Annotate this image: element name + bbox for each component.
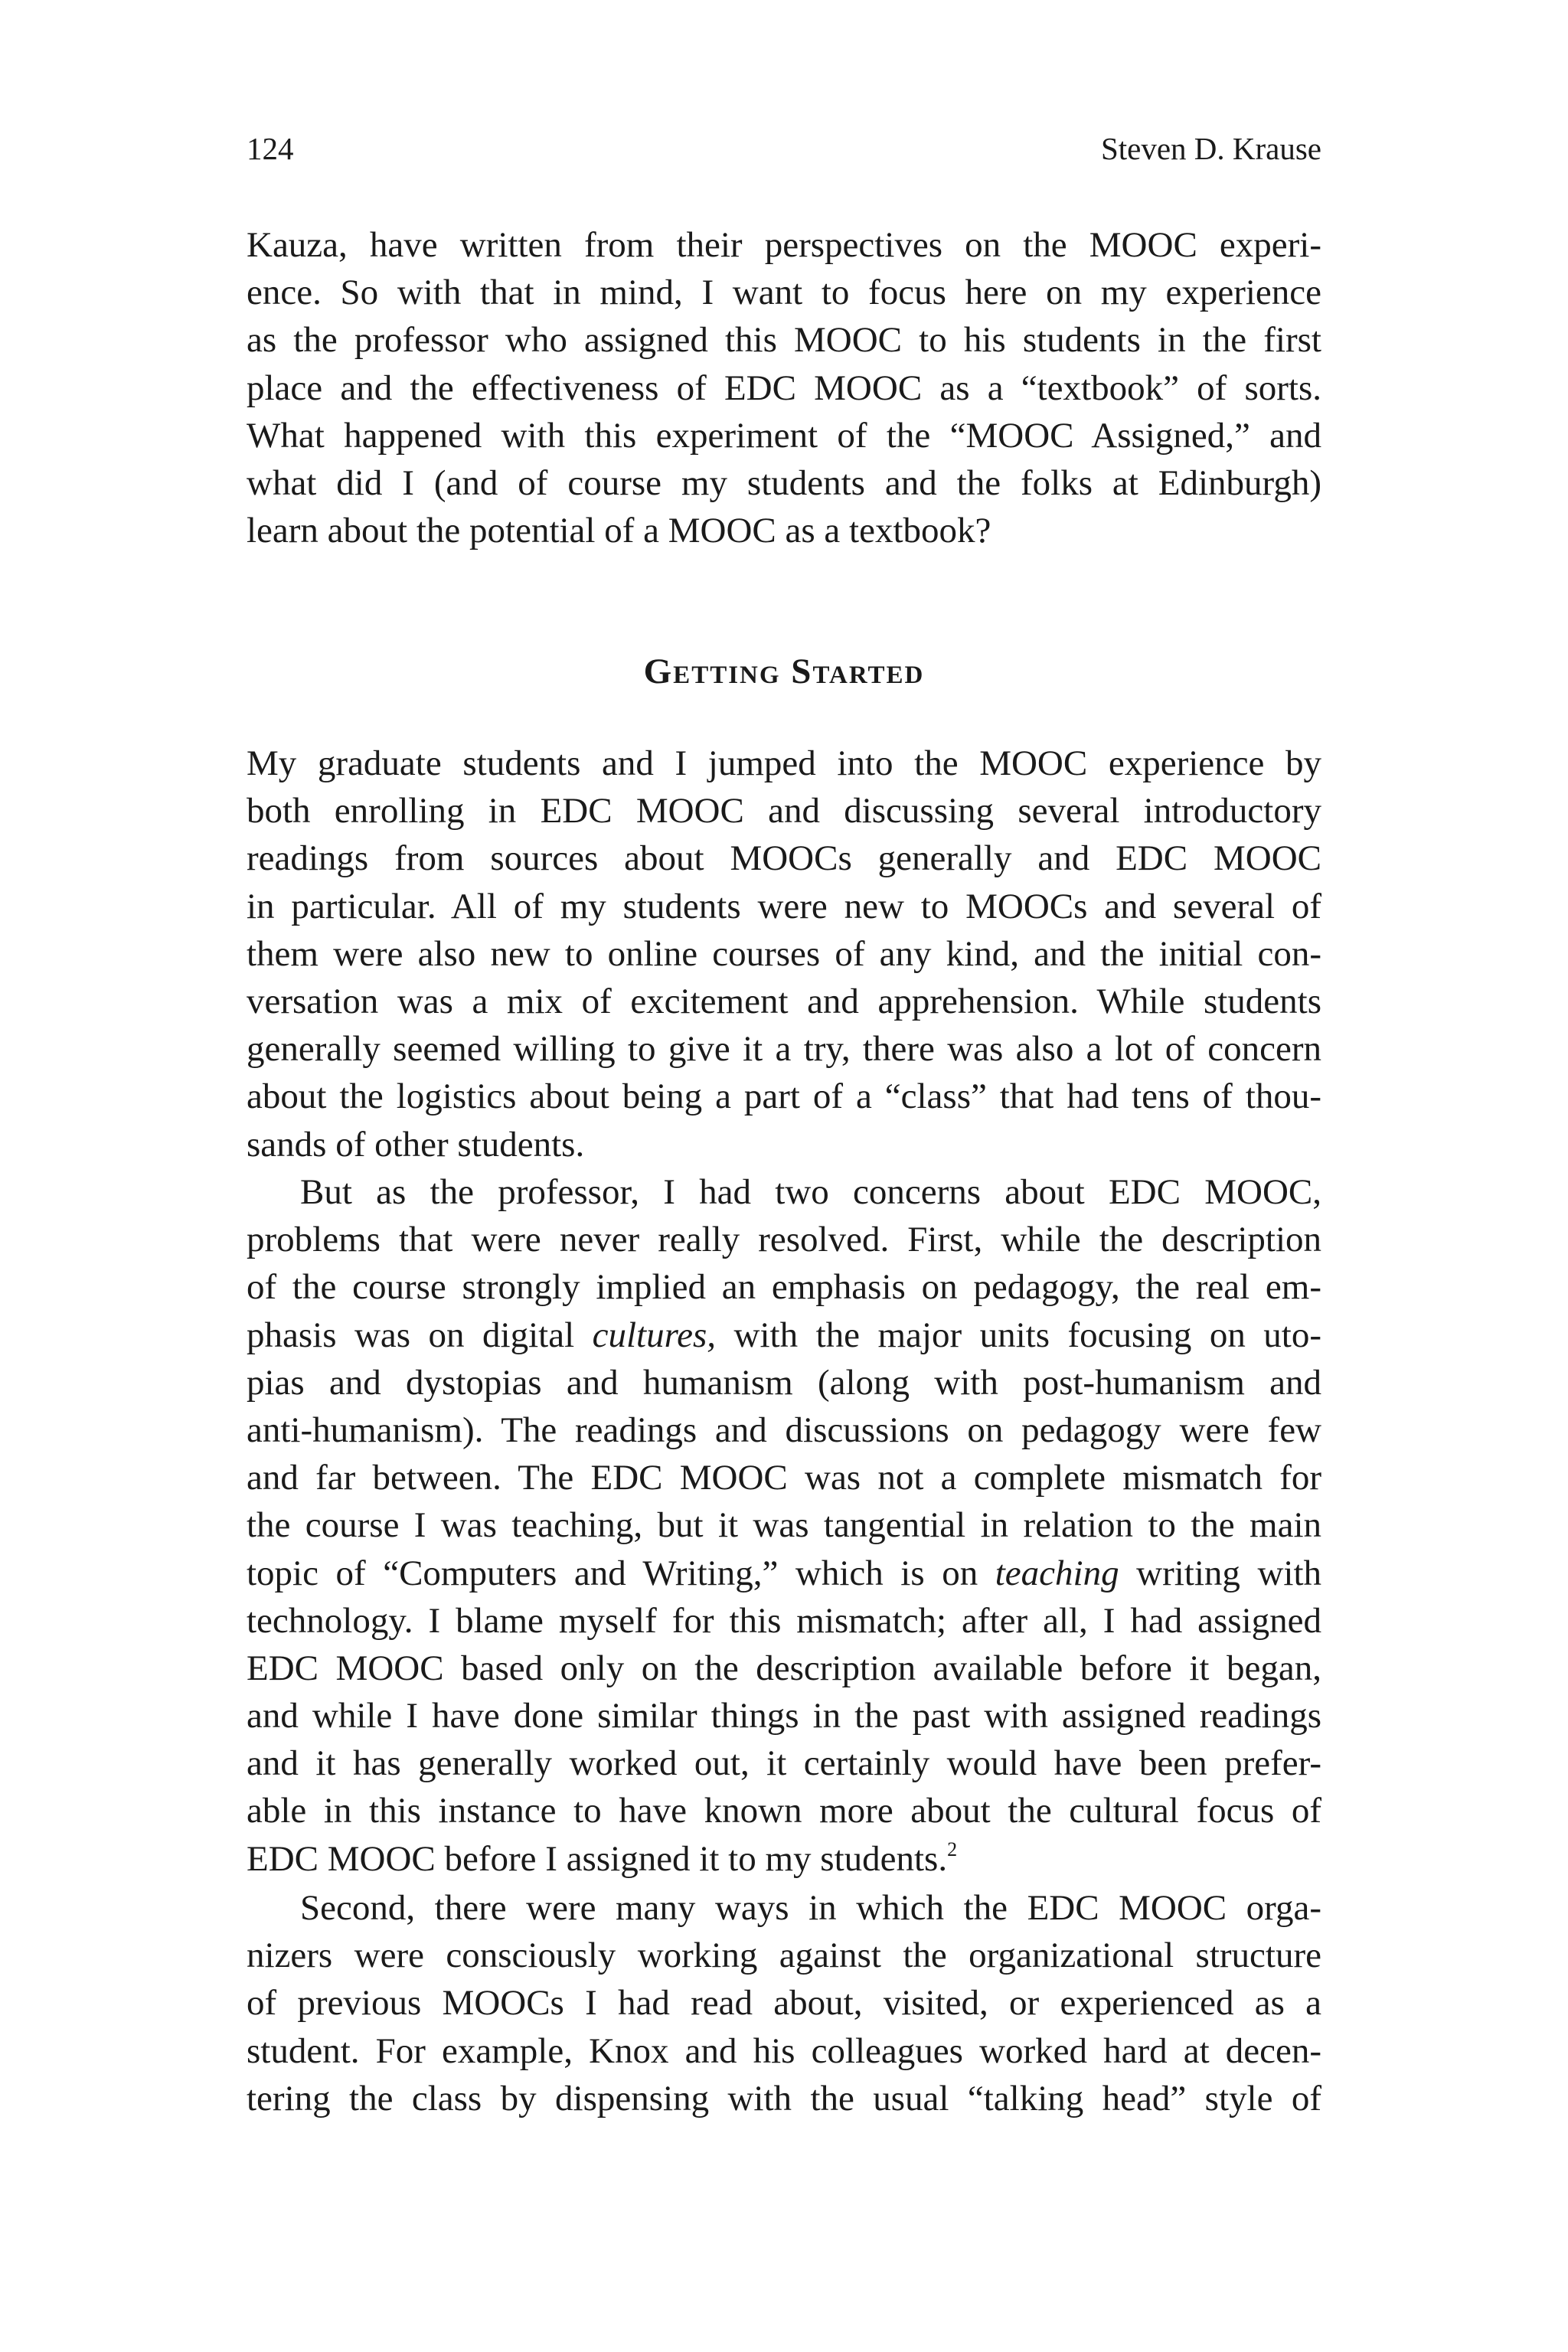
text-line: anti-humanism). The readings and discussions on pedagogy were few bbox=[247, 1410, 1321, 1450]
text-line: But as the professor, I had two concerns about EDC MOOC, bbox=[300, 1172, 1321, 1212]
text-line: the course I was teaching, but it was tangential in relation to the main bbox=[247, 1505, 1321, 1546]
text-line: about the logistics about being a part of a “class” that had tens of thou- bbox=[247, 1076, 1321, 1117]
text-line: as the professor who assigned this MOOC to his students in the first bbox=[247, 320, 1321, 361]
text-line: nizers were consciously working against the organizational structure bbox=[247, 1936, 1321, 1976]
text-line: EDC MOOC based only on the description available before it began, bbox=[247, 1648, 1321, 1688]
text-line: readings from sources about MOOCs generally and EDC MOOC bbox=[247, 838, 1321, 879]
text-line bbox=[247, 1550, 1321, 1597]
text-line: in particular. All of my students were new to MOOCs and several of bbox=[247, 886, 1321, 926]
text-line: generally seemed willing to give it a try, there was also a lot of concern bbox=[247, 1029, 1321, 1070]
text-line: versation was a mix of excitement and apprehension. While students bbox=[247, 981, 1321, 1021]
intro-paragraph bbox=[247, 221, 1321, 554]
footnote-marker: 2 bbox=[947, 1838, 958, 1860]
paragraph-1 bbox=[247, 740, 1321, 1168]
running-head-author: Steven D. Krause bbox=[1100, 131, 1321, 166]
text-line: and while I have done similar things in the past with assigned readings bbox=[247, 1696, 1321, 1736]
text-line: place and the effectiveness of EDC MOOC as a “textbook” of sorts. bbox=[247, 368, 1321, 408]
text-line: problems that were never really resolved. First, while the description bbox=[247, 1220, 1321, 1260]
text-segment: with the major units focusing on uto- bbox=[733, 1315, 1322, 1355]
text-line: them were also new to online courses of any kind, and the initial con- bbox=[247, 933, 1321, 974]
text-line: of previous MOOCs I had read about, visited, or experienced as a bbox=[247, 1983, 1321, 2024]
running-head bbox=[247, 126, 1321, 172]
text-line bbox=[247, 1312, 1321, 1359]
text-segment: topic of “Computers and Writing,” which is on bbox=[247, 1553, 978, 1593]
text-segment: EDC MOOC before I assigned it to my students. bbox=[247, 1838, 948, 1879]
text-line bbox=[247, 1835, 1321, 1883]
text-segment: writing with bbox=[1136, 1553, 1322, 1593]
text-line: Kauza, have written from their perspectives on the MOOC experi- bbox=[247, 225, 1321, 265]
text-line: What happened with this experiment of the “MOOC Assigned,” and bbox=[247, 415, 1321, 456]
paragraph-3 bbox=[247, 1884, 1321, 2122]
text-line: Second, there were many ways in which the EDC MOOC orga- bbox=[300, 1888, 1321, 1928]
text-line: and it has generally worked out, it certainly would have been prefer- bbox=[247, 1743, 1321, 1784]
page-number: 124 bbox=[247, 131, 294, 166]
text-line: student. For example, Knox and his colleagues worked hard at decen- bbox=[247, 2030, 1321, 2071]
paragraph-2 bbox=[247, 1168, 1321, 1883]
text-line: pias and dystopias and humanism (along with post-humanism and bbox=[247, 1362, 1321, 1403]
text-line: both enrolling in EDC MOOC and discussing several introductory bbox=[247, 791, 1321, 831]
text-line: sands of other students. bbox=[247, 1124, 585, 1165]
italic-term: cultures, bbox=[592, 1315, 717, 1355]
text-line: ence. So with that in mind, I want to focus here on my experience bbox=[247, 273, 1321, 313]
text-line: and far between. The EDC MOOC was not a complete mismatch for bbox=[247, 1458, 1321, 1498]
text-line: tering the class by dispensing with the usual “talking head” style of bbox=[247, 2078, 1321, 2118]
text-segment: phasis was on digital bbox=[247, 1315, 575, 1355]
text-line: My graduate students and I jumped into the MOOC experience by bbox=[247, 743, 1321, 783]
text-line: what did I (and of course my students and the folks at Edinburgh) bbox=[247, 462, 1321, 503]
text-line: learn about the potential of a MOOC as a textbook? bbox=[247, 511, 991, 551]
text-line: technology. I blame myself for this mismatch; after all, I had assigned bbox=[247, 1600, 1321, 1641]
text-line: able in this instance to have known more about the cultural focus of bbox=[247, 1791, 1321, 1831]
italic-term: teaching bbox=[995, 1553, 1119, 1593]
text-line: of the course strongly implied an emphasis on pedagogy, the real em- bbox=[247, 1267, 1321, 1308]
section-heading: Getting Started bbox=[643, 652, 925, 691]
